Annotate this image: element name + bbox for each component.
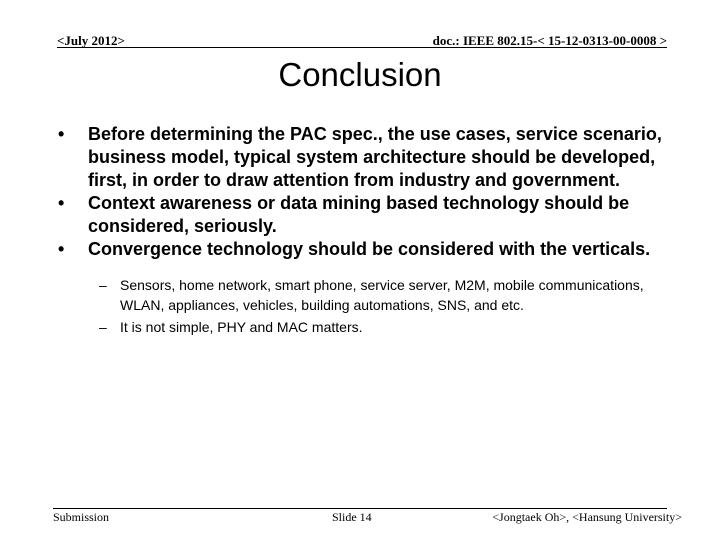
footer-submission: Submission: [53, 510, 110, 524]
header-doc-id: doc.: IEEE 802.15-< 15-12-0313-00-0008 >: [432, 33, 667, 48]
bullet-icon: •: [58, 193, 65, 213]
bullet-text: Context awareness or data mining based technology should be considered, seriously.: [88, 193, 630, 236]
sub-bullet-text: It is not simple, PHY and MAC matters.: [120, 319, 363, 335]
sub-bullet-list: [99, 276, 678, 338]
bullet-text: Convergence technology should be considered with the verticals.: [88, 239, 651, 259]
dash-icon: –: [99, 277, 107, 293]
slide-title: Conclusion: [278, 56, 442, 93]
sub-bullet-item: [99, 318, 678, 338]
sub-bullet-text: Sensors, home network, smart phone, service server, M2M, mobile communications, WLAN, appliances, vehicles, building automations, SNS, and etc.: [120, 277, 644, 313]
bullet-item: [58, 238, 678, 261]
header-date: <July 2012>: [57, 33, 125, 48]
footer-author: <Jongtaek Oh>, <Hansung University>: [492, 510, 682, 524]
footer-slide-number: Slide 14: [332, 510, 372, 524]
bullet-item: [58, 192, 678, 238]
footer-divider: [53, 508, 667, 509]
bullet-icon: •: [58, 239, 65, 259]
sub-bullet-item: [99, 276, 678, 315]
bullet-text: Before determining the PAC spec., the use cases, service scenario, business model, typical system architecture should be developed, first, in order to draw attention from industry and government.: [88, 124, 662, 190]
dash-icon: –: [99, 319, 107, 335]
bullet-icon: •: [58, 124, 65, 144]
bullet-item: [58, 123, 678, 192]
slide-body: [58, 123, 678, 341]
header-divider: [57, 47, 667, 48]
